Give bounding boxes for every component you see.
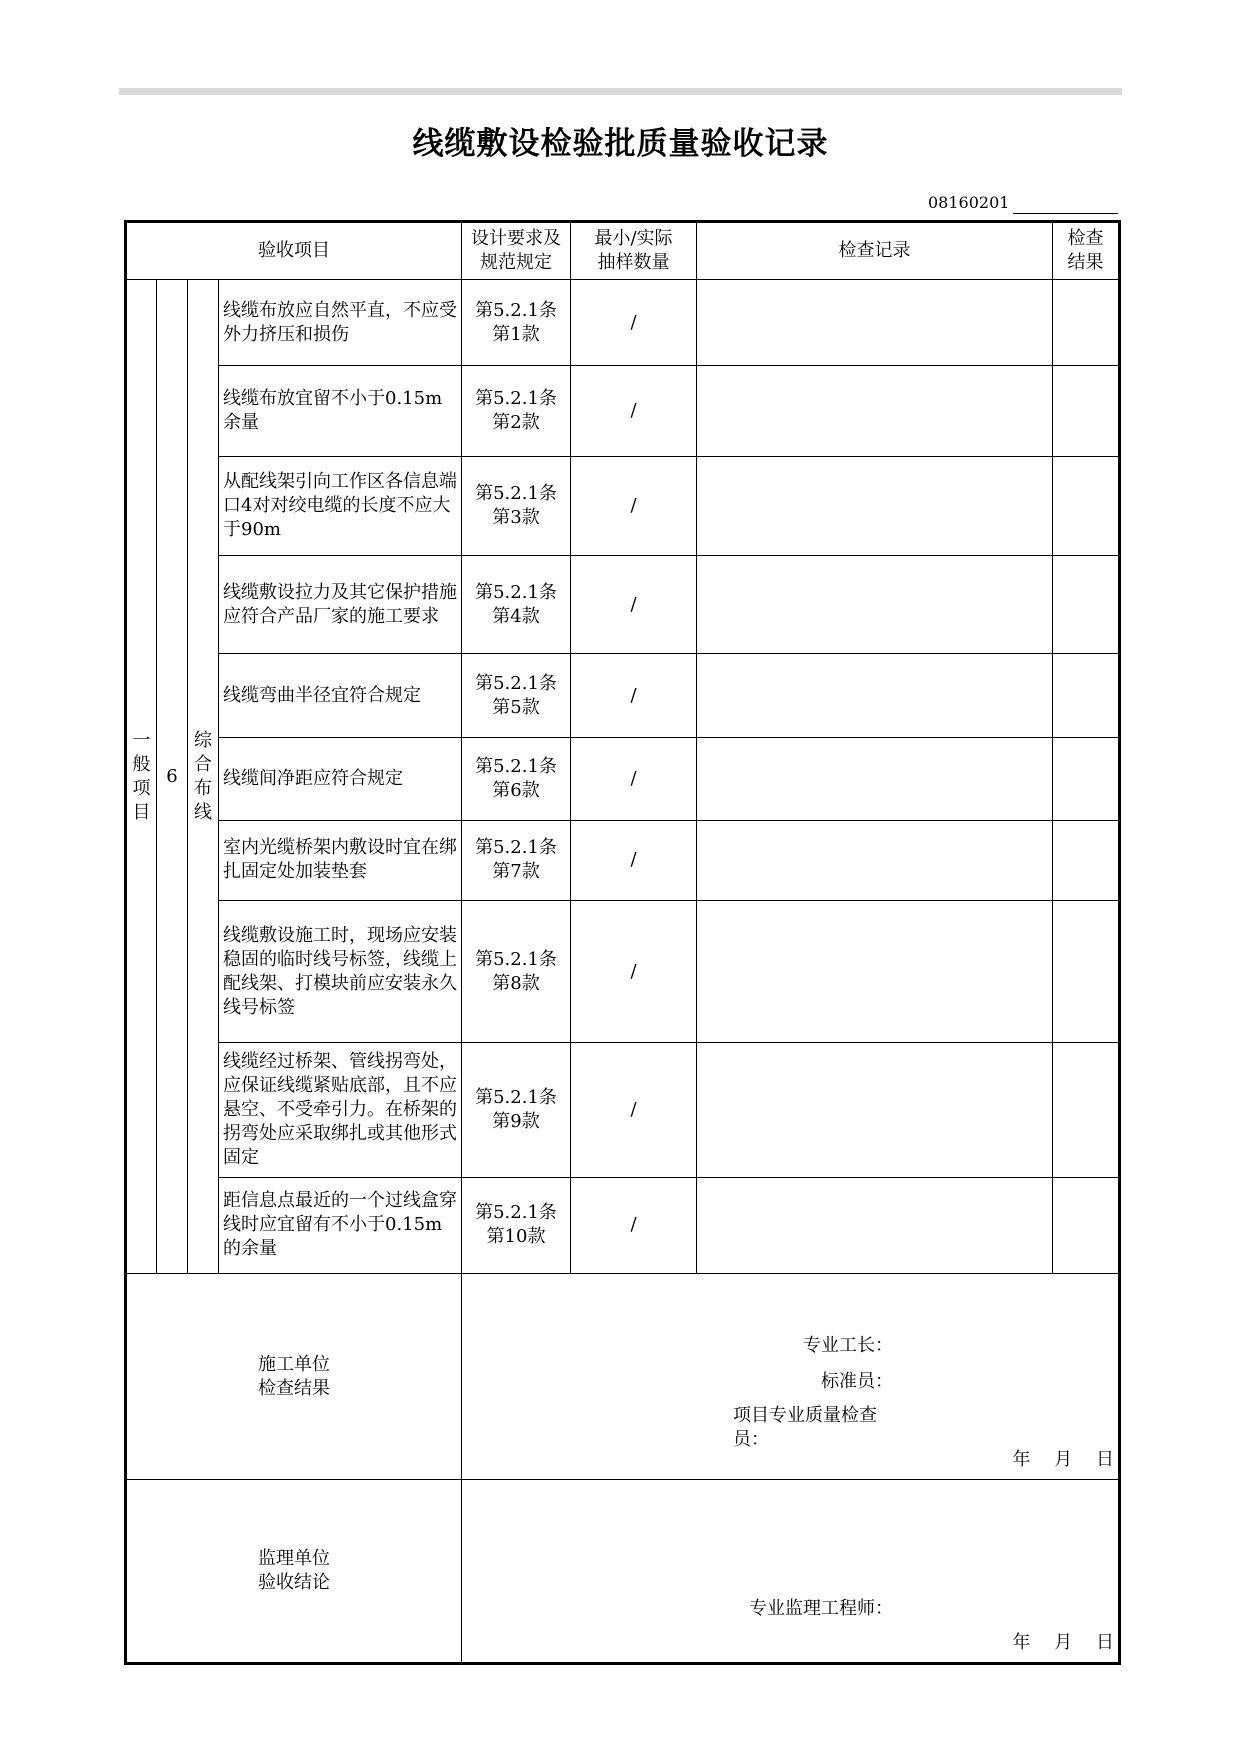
table-row: [126, 456, 1120, 555]
category-char: 目: [132, 801, 151, 823]
inspector-label: 项目专业质量检查员：: [733, 1405, 877, 1451]
result-cell[interactable]: [1053, 654, 1120, 738]
clause-line1: 第5.2.1条: [475, 1202, 557, 1224]
result-cell[interactable]: [1053, 366, 1120, 456]
subcategory-char: 布: [194, 777, 212, 799]
standard-label: 标准员：: [821, 1371, 893, 1393]
result-cell[interactable]: [1053, 456, 1120, 555]
supervision-label-line1: 监理单位: [258, 1548, 330, 1570]
item-text: 线缆经过桥架、管线拐弯处，应保证线缆紧贴底部，且不应悬空、不受牵引力。在桥架的拐弯处应采取绑扎或其他形式固定: [219, 1043, 462, 1177]
item-text: 线缆间净距应符合规定: [219, 738, 462, 820]
clause-line2: 第6款: [492, 780, 540, 801]
header-result: [1053, 222, 1120, 280]
clause-cell: [462, 820, 571, 900]
header-result-line2: 结果: [1067, 252, 1104, 274]
table-row: [126, 820, 1120, 900]
header-result-line1: 检查: [1067, 228, 1104, 250]
form-code-underline: [1013, 213, 1118, 214]
construction-sign-area[interactable]: [462, 1273, 1120, 1480]
category-cell: [126, 280, 157, 1274]
sample-cell: /: [571, 1177, 697, 1273]
clause-line2: 第8款: [492, 972, 540, 994]
record-cell[interactable]: [697, 738, 1053, 820]
supervision-date: 年 月 日: [1012, 1631, 1114, 1653]
item-text: 线缆布放宜留不小于0.15m余量: [219, 366, 462, 456]
record-cell[interactable]: [697, 1177, 1053, 1273]
clause-line1: 第5.2.1条: [475, 299, 557, 321]
clause-line1: 第5.2.1条: [475, 756, 557, 777]
item-text: 距信息点最近的一个过线盒穿线时应宜留有不小于0.15m的余量: [219, 1177, 462, 1273]
form-code: 08160201: [928, 193, 1010, 212]
item-text: 线缆敷设拉力及其它保护措施应符合产品厂家的施工要求: [219, 555, 462, 653]
table-row: [126, 555, 1120, 653]
category-char: 项: [132, 777, 151, 799]
table-row: [126, 280, 1120, 366]
subcategory-char: 综: [194, 729, 212, 751]
header-design-line1: 设计要求及: [471, 228, 561, 250]
record-cell[interactable]: [697, 900, 1053, 1042]
record-cell[interactable]: [697, 456, 1053, 555]
clause-line1: 第5.2.1条: [475, 672, 557, 694]
item-text: 线缆布放应自然平直，不应受外力挤压和损伤: [219, 280, 462, 366]
clause-cell: [462, 456, 571, 555]
item-text: 室内光缆桥架内敷设时宜在绑扎固定处加装垫套: [219, 820, 462, 900]
supervision-sign-area[interactable]: [462, 1480, 1120, 1664]
sample-cell: /: [571, 820, 697, 900]
record-cell[interactable]: [697, 820, 1053, 900]
clause-line2: 第10款: [486, 1226, 546, 1248]
clause-line2: 第2款: [492, 412, 540, 434]
result-cell[interactable]: [1053, 280, 1120, 366]
sample-cell: /: [571, 280, 697, 366]
record-cell[interactable]: [697, 1043, 1053, 1177]
record-cell[interactable]: [697, 366, 1053, 456]
foreman-label: 专业工长：: [803, 1335, 893, 1357]
clause-cell: [462, 738, 571, 820]
clause-line1: 第5.2.1条: [475, 581, 557, 603]
table-row: [126, 654, 1120, 738]
record-cell[interactable]: [697, 555, 1053, 653]
clause-cell: [462, 654, 571, 738]
table-row: [126, 366, 1120, 456]
table-row: [126, 738, 1120, 820]
engineer-label: 专业监理工程师：: [749, 1597, 893, 1619]
supervision-label: [126, 1480, 462, 1664]
record-cell[interactable]: [697, 654, 1053, 738]
sample-cell: /: [571, 456, 697, 555]
header-row: [126, 222, 1120, 280]
clause-cell: [462, 900, 571, 1042]
header-item: 验收项目: [126, 222, 462, 280]
construction-label-line2: 检查结果: [258, 1377, 330, 1399]
item-text: 线缆弯曲半径宜符合规定: [219, 654, 462, 738]
clause-line2: 第4款: [492, 605, 540, 627]
header-sample: [571, 222, 697, 280]
construction-label-line1: 施工单位: [258, 1353, 330, 1375]
clause-line1: 第5.2.1条: [475, 482, 557, 504]
clause-cell: [462, 280, 571, 366]
inspection-table: [124, 220, 1121, 1665]
item-text: 线缆敷设施工时，现场应安装稳固的临时线号标签，线缆上配线架、打模块前应安装永久线号标签: [219, 900, 462, 1042]
sample-cell: /: [571, 555, 697, 653]
item-text: 从配线架引向工作区各信息端口4对对绞电缆的长度不应大于90m: [219, 456, 462, 555]
header-sample-line1: 最小/实际: [594, 228, 673, 250]
clause-line2: 第5款: [492, 696, 540, 718]
clause-line2: 第9款: [492, 1110, 540, 1132]
clause-line2: 第7款: [492, 861, 540, 883]
sample-cell: /: [571, 738, 697, 820]
result-cell[interactable]: [1053, 1043, 1120, 1177]
clause-line1: 第5.2.1条: [475, 1086, 557, 1108]
supervision-label-line2: 验收结论: [258, 1572, 330, 1594]
clause-cell: [462, 366, 571, 456]
record-cell[interactable]: [697, 280, 1053, 366]
table-row: [126, 1043, 1120, 1177]
construction-label: [126, 1273, 462, 1480]
page-title: 线缆敷设检验批质量验收记录: [412, 126, 829, 162]
category-char: 一: [132, 729, 151, 751]
supervision-section: [126, 1480, 1120, 1664]
result-cell[interactable]: [1053, 1177, 1120, 1273]
result-cell[interactable]: [1053, 555, 1120, 653]
sample-cell: /: [571, 1043, 697, 1177]
header-sample-line2: 抽样数量: [597, 252, 670, 274]
header-design: [462, 222, 571, 280]
clause-cell: [462, 1177, 571, 1273]
top-rule: [119, 88, 1122, 95]
subcategory-char: 线: [194, 801, 212, 823]
item-number: 6: [157, 280, 188, 1274]
clause-line1: 第5.2.1条: [475, 388, 557, 410]
sample-cell: /: [571, 654, 697, 738]
table-row: [126, 1177, 1120, 1273]
sample-cell: /: [571, 366, 697, 456]
result-cell[interactable]: [1053, 820, 1120, 900]
construction-section: [126, 1273, 1120, 1480]
result-cell[interactable]: [1053, 900, 1120, 1042]
subcategory-char: 合: [194, 753, 212, 775]
clause-cell: [462, 555, 571, 653]
header-design-line2: 规范规定: [480, 252, 552, 274]
clause-line1: 第5.2.1条: [475, 948, 557, 970]
clause-line2: 第1款: [492, 323, 540, 345]
clause-line2: 第3款: [492, 506, 540, 528]
clause-cell: [462, 1043, 571, 1177]
clause-line1: 第5.2.1条: [475, 837, 557, 859]
subcategory-cell: [188, 280, 219, 1274]
header-record: 检查记录: [697, 222, 1053, 280]
construction-date: 年 月 日: [1012, 1449, 1114, 1471]
sample-cell: /: [571, 900, 697, 1042]
category-char: 般: [132, 753, 151, 775]
table-row: [126, 900, 1120, 1042]
result-cell[interactable]: [1053, 738, 1120, 820]
